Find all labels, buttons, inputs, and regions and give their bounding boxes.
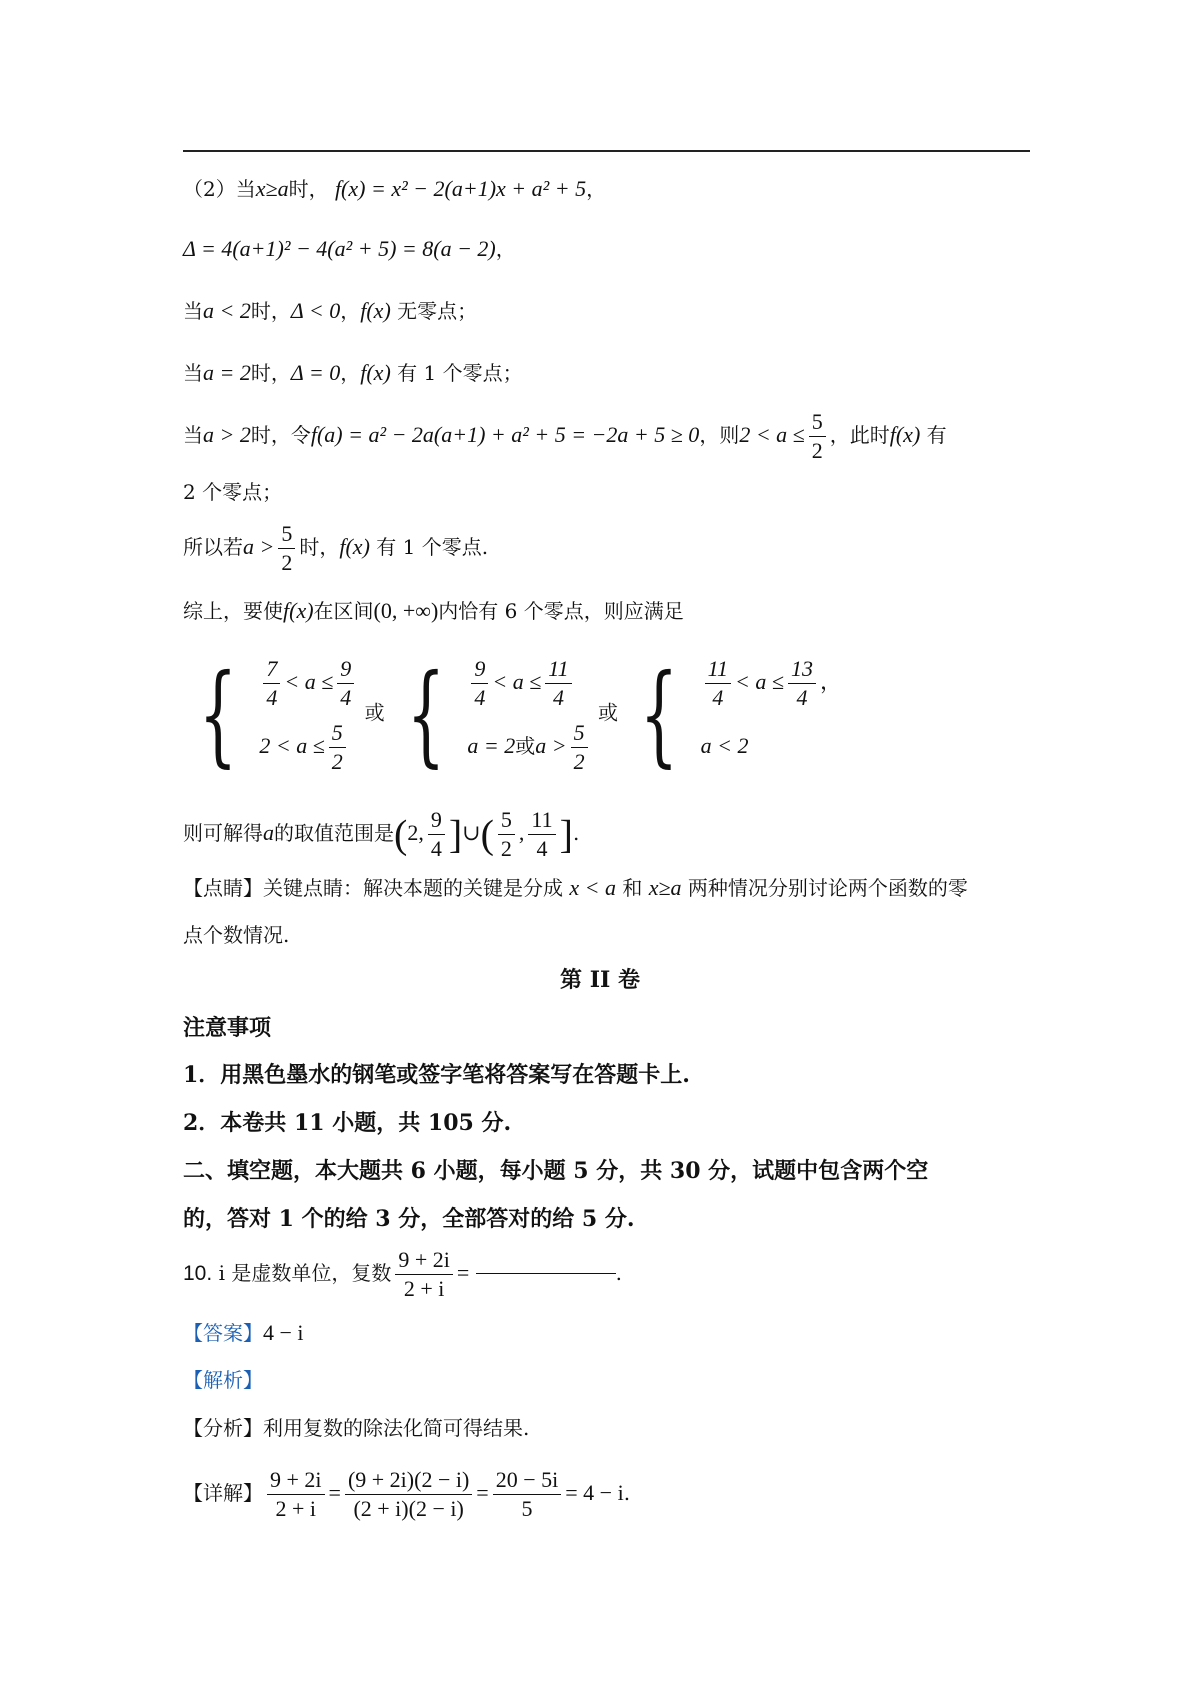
math: f(a) = a² − 2a(a+1) + a² + 5 = −2a + 5 ≥ 0 [310,422,700,448]
system-3 [701,650,842,778]
text: 时， [299,535,340,560]
notice-item-2: 2．本卷共 11 小题，共 105 分. [183,1110,512,1136]
left-brace: { [640,650,679,778]
text: 有 [926,423,947,448]
denominator: 4 [474,685,486,711]
math: a < 2 [203,298,251,323]
system-2-row-1 [467,650,591,714]
notice-item-3a: 二、填空题，本大题共 6 小题，每小题 5 分，共 30 分，试题中包含两个空 [183,1158,929,1184]
denominator: 4 [340,685,352,711]
numerator: 5 [809,410,826,437]
fraction [428,808,445,861]
text: 时，令 [250,423,311,448]
fraction [545,657,571,710]
denominator: 4 [536,836,548,862]
text: ， [340,361,361,385]
text: ， [819,669,842,694]
denominator: 2 [281,550,293,576]
fraction [528,808,555,861]
system-1-row-2 [259,714,358,778]
math: f(x) [889,422,921,448]
math: = [328,1480,341,1506]
text: 综上，要使 [183,599,283,623]
notice-title: 注意事项 [183,1015,272,1041]
right-bracket: ] [448,811,463,857]
solution-line-4 [183,360,523,386]
math: f(x) [283,598,314,623]
math: a [263,820,274,846]
math: x≥a [648,875,682,900]
math: = [456,1260,470,1286]
text: 点个数情况. [183,923,290,947]
math-interval: (0, +∞) [373,598,439,623]
math: Δ < 0 [290,298,341,323]
answer-label: 【答案】 [183,1321,263,1345]
or-connector: 或 [597,700,618,725]
left-brace: { [406,650,446,778]
denominator: 4 [266,685,278,711]
denominator: 2 + i [275,1496,317,1522]
numerator: 5 [498,808,515,835]
solution-line-8 [183,598,684,624]
math: < a ≤ [492,669,542,694]
text: 和 [622,876,643,900]
math: < a ≤ [735,669,784,694]
text: ，则 [699,423,740,448]
text: 时， [250,299,291,323]
detail-label: 【详解】 [183,1481,263,1506]
right-bracket: ] [559,811,573,857]
denominator: 2 [331,749,343,775]
text: 所以若 [183,535,243,560]
math-condition: x≥a [255,176,289,201]
question-text: i 是虚数单位，复数 [218,1261,392,1286]
math-discriminant: Δ = 4(a+1)² − 4(a² + 5) = 8(a − 2) [183,236,496,261]
math-function: f(x) = x² − 2(a+1)x + a² + 5 [334,176,587,201]
system-3-row-2 [701,714,842,778]
numerator: 9 [471,657,488,684]
numerator: (9 + 2i)(2 − i) [345,1468,472,1495]
math: x < a [569,875,616,900]
math: a = 2 [203,360,251,385]
text: . [572,821,580,846]
question-10 [183,1248,622,1301]
fraction [498,808,515,861]
fraction [571,721,588,774]
math: 2, [407,820,424,846]
math: a > [535,733,567,758]
text: 有 1 个零点. [376,535,489,560]
math: 2 < a ≤ [259,733,325,758]
left-paren: ( [480,811,494,857]
numerator: 11 [705,657,731,684]
fraction [705,657,731,710]
fraction [345,1468,472,1521]
text: 在区间 [313,599,374,623]
fraction [395,1248,453,1301]
math: = [476,1480,489,1506]
text: 无零点； [397,299,478,323]
fraction [493,1468,562,1521]
numerator: 5 [278,522,295,549]
math: , [518,820,525,846]
denominator: (2 + i)(2 − i) [353,1496,464,1522]
text: 时， [288,177,329,201]
fraction [788,657,816,710]
detailed-solution [183,1468,630,1521]
header-rule [183,150,1030,152]
solution-line-5 [183,410,947,463]
math: f(x) [360,298,391,323]
denominator: 2 [811,438,823,464]
key-point-line-2 [183,923,289,947]
numerator: 5 [329,721,346,748]
denominator: 2 [573,749,585,775]
answer-line [183,1320,304,1346]
numerator: 9 + 2i [267,1468,325,1495]
notice-item-3b: 的，答对 1 个的给 3 分，全部答对的给 5 分. [183,1206,635,1232]
fraction [337,657,354,710]
text: （2）当 [183,177,256,201]
numerator: 13 [788,657,816,684]
math: a < 2 [700,733,749,758]
numerator: 11 [528,808,555,835]
math: f(x) [360,360,391,385]
denominator: 2 + i [403,1276,445,1302]
fraction [329,721,346,774]
text: ，此时 [829,423,890,448]
text: ， [340,299,361,323]
fraction [809,410,826,463]
fraction [471,657,488,710]
numerator: 11 [545,657,571,684]
system-1 [259,650,358,778]
text: . [615,1261,622,1286]
math: = 4 − i [565,1480,624,1506]
answer-blank [476,1273,616,1274]
denominator: 4 [552,685,564,711]
math: a = 2 [467,733,516,758]
text: 当 [183,423,203,448]
text: ， [586,177,607,201]
system-2 [467,650,591,778]
text: 有 1 个零点； [397,361,523,385]
denominator: 2 [500,836,512,862]
numerator: 9 + 2i [395,1248,453,1275]
numerator: 20 − 5i [493,1468,562,1495]
solution-line-3 [183,298,477,324]
inequality-systems [183,650,842,778]
math: a > [243,534,275,560]
or-connector: 或 [364,700,385,725]
solution-line-7 [183,522,488,575]
text: 内恰有 6 个零点，则应满足 [438,599,684,623]
text: ， [495,237,516,261]
math: 2 < a ≤ [739,422,805,448]
denominator: 4 [430,836,442,862]
question-number: 10. [183,1262,213,1286]
left-paren: ( [394,811,408,857]
system-3-row-1 [701,650,842,714]
text: 2 个零点； [183,480,283,504]
solution-line-2 [183,236,516,262]
text: 时， [250,361,291,385]
denominator: 4 [796,685,808,711]
key-point-line-1 [183,875,968,901]
notice-item-1: 1．用黑色墨水的钢笔或签字笔将答案写在答题卡上. [183,1062,690,1088]
system-1-row-1 [259,650,358,714]
math: Δ = 0 [290,360,341,385]
answer-value: 4 − i [263,1320,304,1345]
numerator: 9 [428,808,445,835]
numerator: 5 [571,721,588,748]
fraction [263,657,280,710]
math: f(x) [339,534,370,560]
numerator: 7 [263,657,280,684]
text: 当 [183,299,203,323]
analysis-text: 【分析】利用复数的除法化简可得结果. [183,1416,530,1440]
solution-line-6 [183,480,282,504]
solution-line-1 [183,176,606,202]
section-title: 第 II 卷 [560,967,640,993]
math: a > 2 [203,422,251,448]
numerator: 9 [337,657,354,684]
text: 两种情况分别讨论两个函数的零 [687,876,968,900]
text: 的取值范围是 [274,821,394,846]
denominator: 5 [521,1496,533,1522]
fraction [267,1468,325,1521]
text: 【点睛】关键点睛：解决本题的关键是分成 [183,876,563,900]
text: 则可解得 [183,821,263,846]
union-symbol: ∪ [462,820,481,846]
fraction [278,522,295,575]
analysis-label: 【解析】 [183,1368,263,1392]
text: . [623,1481,631,1506]
denominator: 4 [712,685,724,711]
solution-line-9 [183,808,579,861]
left-brace: { [198,650,238,778]
system-2-row-2 [467,714,591,778]
math: < a ≤ [284,669,334,694]
text: 当 [183,361,203,385]
or-connector: 或 [515,734,536,758]
